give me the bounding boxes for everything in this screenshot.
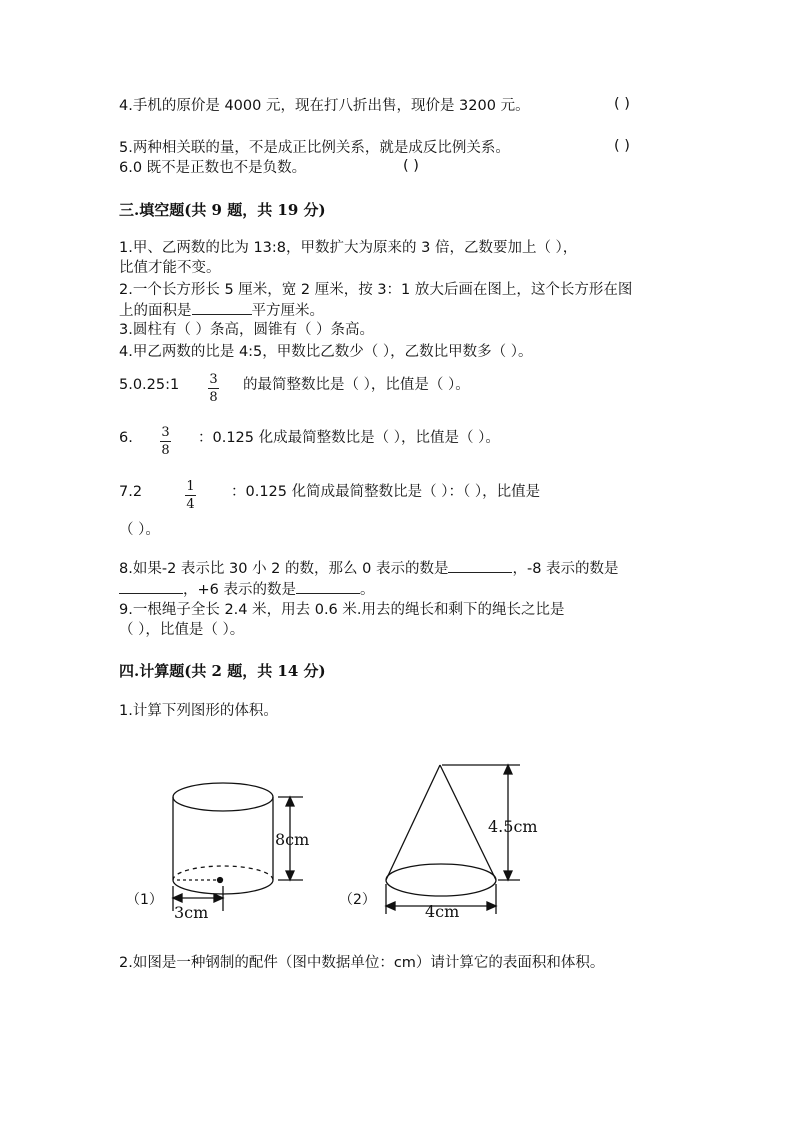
section-title-fill-blank: 三.填空题(共 9 题，共 19 分) xyxy=(119,201,326,219)
fill-question-1-line1: 1.甲、乙两数的比为 13:8，甲数扩大为原来的 3 倍，乙数要加上（ ）， xyxy=(119,240,578,256)
answer-parentheses[interactable]: ( ) xyxy=(403,158,419,174)
cylinder-height-label: 8cm xyxy=(275,830,310,849)
cone-height-label: 4.5cm xyxy=(488,817,538,836)
answer-parentheses[interactable]: ( ) xyxy=(614,96,630,112)
fraction-numerator: 3 xyxy=(161,425,170,440)
fill-question-4: 4.甲乙两数的比是 4:5，甲数比乙数少（ ），乙数比甲数多（ ）。 xyxy=(119,344,533,360)
cylinder-top-ellipse xyxy=(173,783,273,811)
answer-parentheses[interactable]: ( ) xyxy=(614,138,630,154)
section-title-calculation: 四.计算题(共 2 题，共 14 分) xyxy=(119,662,326,680)
calc-question-1: 1.计算下列图形的体积。 xyxy=(119,703,278,719)
fill-question-2-unit: 平方厘米。 xyxy=(251,303,324,319)
fill-question-5-prefix: 5.0.25:1 xyxy=(119,377,180,393)
fill-question-6-prefix: 6. xyxy=(119,430,133,446)
fraction-denominator: 8 xyxy=(161,443,170,458)
cylinder-radius-label: 3cm xyxy=(174,903,209,922)
cylinder-center-dot xyxy=(218,878,223,883)
arrow-up xyxy=(504,765,512,774)
fill-question-8-text: ，+6 表示的数是 xyxy=(183,582,296,598)
cone-figure xyxy=(386,765,520,914)
fraction-numerator: 3 xyxy=(209,372,218,387)
fill-question-7-prefix: 7.2 xyxy=(119,484,143,500)
arrow-down xyxy=(504,871,512,880)
cone-diameter-label: 4cm xyxy=(425,902,460,921)
arrow-right xyxy=(214,894,223,902)
fraction-numerator: 1 xyxy=(186,479,195,494)
fill-question-8-text: ，-8 表示的数是 xyxy=(512,561,619,577)
fill-question-3: 3.圆柱有（ ）条高，圆锥有（ ）条高。 xyxy=(119,322,375,338)
calc-question-2: 2.如图是一种钢制的配件（图中数据单位：cm）请计算它的表面积和体积。 xyxy=(119,955,605,971)
fill-question-7-line2: （ ）。 xyxy=(119,522,160,538)
fill-question-6-text: ：0.125 化成最简整数比是（ ），比值是（ ）。 xyxy=(198,430,500,446)
fill-question-2-line1: 2.一个长方形长 5 厘米，宽 2 厘米，按 3：1 放大后画在图上，这个长方形在图 xyxy=(119,282,633,298)
arrow-left xyxy=(173,894,182,902)
judge-question-6: 6.0 既不是正数也不是负数。 xyxy=(119,160,307,176)
fill-question-9-line2: （ ），比值是（ ）。 xyxy=(119,622,245,638)
fill-question-7-text: ：0.125 化简成最简整数比是（ ）：（ ），比值是 xyxy=(231,484,541,500)
fill-question-8-text: 。 xyxy=(359,582,375,598)
fill-question-2-text: 上的面积是 xyxy=(119,303,192,319)
cone-base-front-arc xyxy=(386,880,496,896)
fill-question-5-text: 的最简整数比是（ ），比值是（ ）。 xyxy=(243,377,470,393)
arrow-left xyxy=(386,902,395,910)
fill-question-9-line1: 9.一根绳子全长 2.4 米，用去 0.6 米.用去的绳长和剩下的绳长之比是 xyxy=(119,602,565,618)
fraction-denominator: 8 xyxy=(209,390,218,405)
cone-base-back-arc xyxy=(386,864,496,880)
cylinder-bottom-back-arc xyxy=(173,866,273,880)
fill-question-8-text: 8.如果-2 表示比 30 小 2 的数，那么 0 表示的数是 xyxy=(119,561,449,577)
figure-2-label: （2） xyxy=(339,892,376,908)
arrow-down xyxy=(286,871,294,880)
fraction-denominator: 4 xyxy=(186,497,195,512)
fill-question-1-line2: 比值才能不变。 xyxy=(119,260,221,276)
arrow-up xyxy=(286,797,294,806)
cone-left-edge xyxy=(386,765,440,880)
figure-1-label: （1） xyxy=(126,892,163,908)
judge-question-4: 4.手机的原价是 4000 元，现在打八折出售，现价是 3200 元。 xyxy=(119,98,530,114)
judge-question-5: 5.两种相关联的量，不是成正比例关系，就是成反比例关系。 xyxy=(119,140,510,156)
arrow-right xyxy=(487,902,496,910)
